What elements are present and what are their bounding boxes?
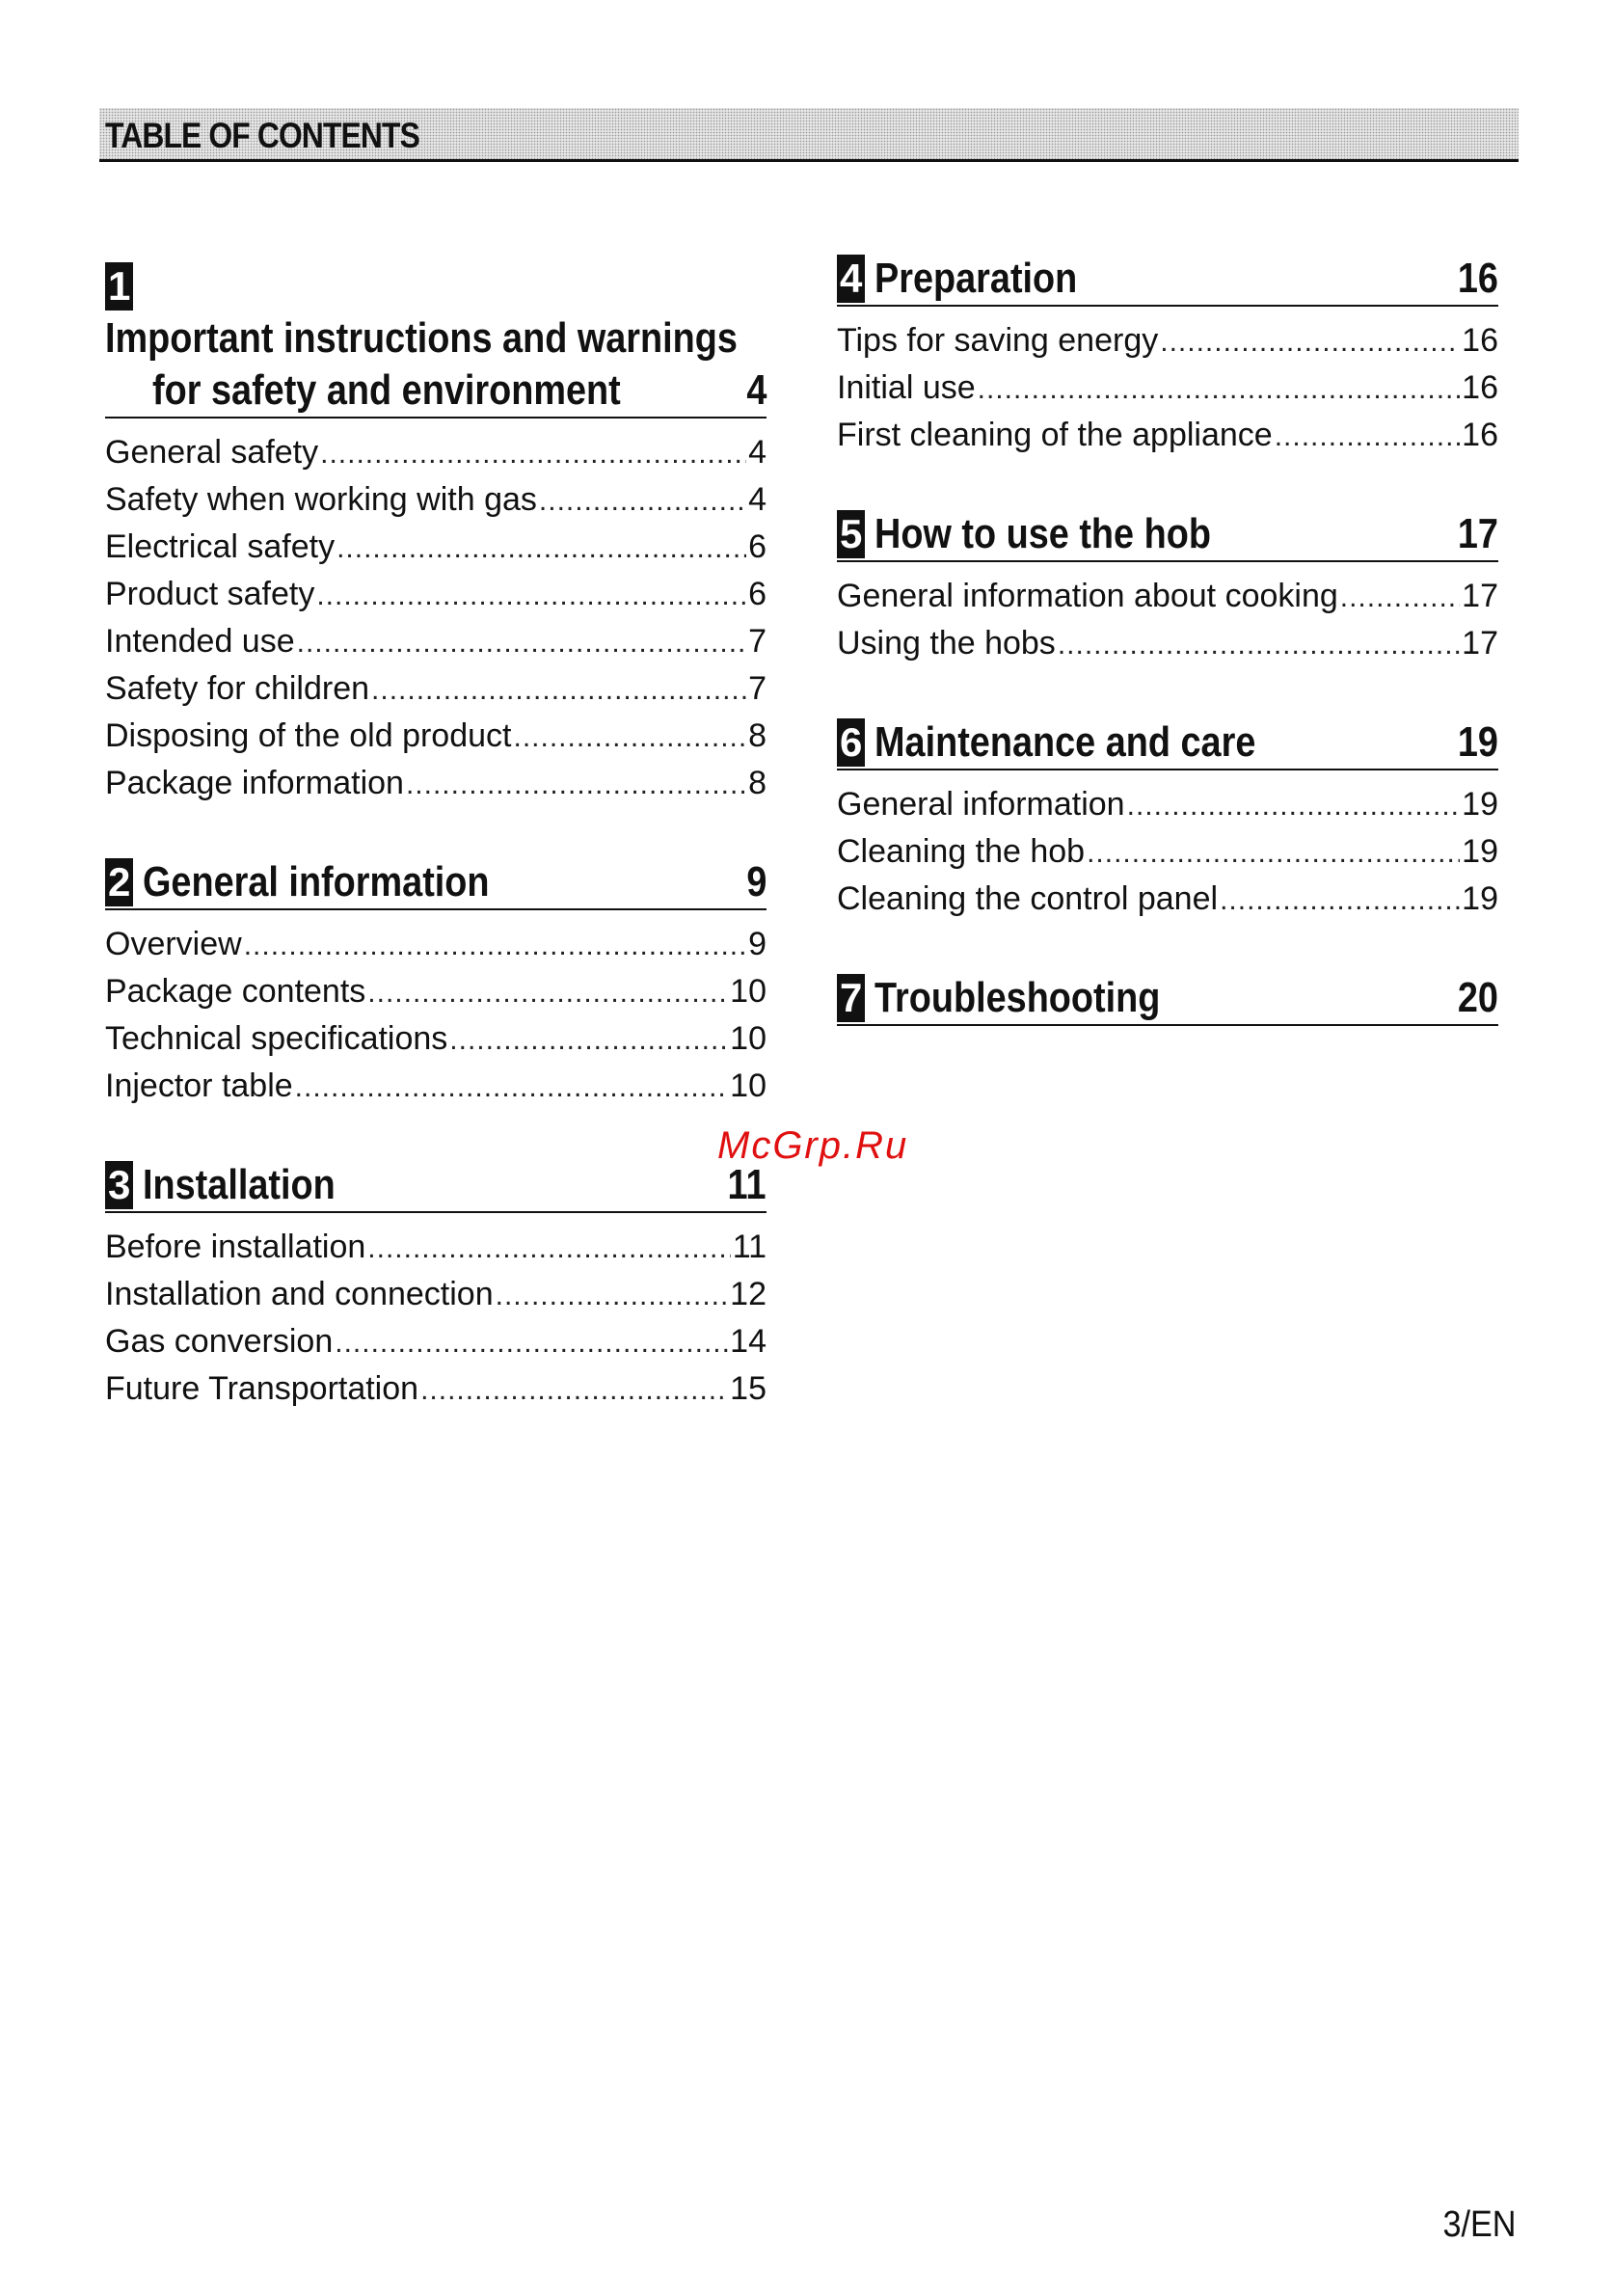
dot-leader [295,1071,729,1104]
entry-label: Installation and connection [105,1276,494,1312]
entry-label: Safety when working with gas [105,481,537,518]
section-heading[interactable] [837,508,1498,562]
section-page: 19 [1457,718,1498,766]
dot-leader [449,1024,728,1057]
toc-entry[interactable] [105,576,767,623]
toc-entry[interactable] [837,417,1498,464]
entry-page: 7 [748,670,767,707]
section-title: General information [143,858,490,905]
entry-page: 19 [1462,880,1498,917]
entry-label: First cleaning of the appliance [837,417,1273,453]
toc-entry[interactable] [105,973,767,1020]
entry-page: 15 [730,1370,767,1407]
section-page: 16 [1457,255,1498,302]
toc-entry[interactable] [105,481,767,528]
entry-label: Cleaning the hob [837,833,1086,870]
section-entries [105,434,767,812]
dot-leader [406,769,746,801]
section-entries [105,926,767,1115]
section-number-badge: 3 [105,1161,133,1209]
entry-page: 7 [748,623,767,660]
dot-leader [1275,420,1460,453]
entry-page: 10 [730,973,767,1010]
section-title: Troubleshooting [874,974,1161,1021]
toc-entry[interactable] [837,369,1498,417]
entry-page: 4 [748,434,767,471]
entry-label: Using the hobs [837,625,1056,662]
toc-entry[interactable] [105,1276,767,1323]
entry-page: 10 [730,1020,767,1057]
entry-label: Intended use [105,623,295,660]
section-number-badge: 7 [837,974,865,1022]
toc-header-band [99,108,1519,162]
entry-label: Product safety [105,576,315,612]
toc-entry[interactable] [105,1370,767,1418]
watermark: McGrp.Ru [717,1124,909,1167]
toc-section-4 [837,253,1498,464]
entry-page: 11 [732,1229,767,1265]
toc-entry[interactable] [105,434,767,481]
section-heading[interactable] [105,856,767,910]
toc-entry[interactable] [837,625,1498,672]
toc-entry[interactable] [837,833,1498,880]
entry-page: 17 [1462,625,1498,662]
entry-label: General information about cooking [837,578,1338,614]
dot-leader [1087,837,1460,870]
section-number-badge: 2 [105,858,133,906]
footer-page-number: 3/EN [1441,2204,1516,2245]
entry-page: 4 [748,481,767,518]
entry-page: 16 [1462,417,1498,453]
toc-section-1 [105,260,767,812]
toc-entry[interactable] [105,670,767,717]
toc-entry[interactable] [837,786,1498,833]
section-page: 20 [1457,974,1498,1021]
dot-leader [420,1374,728,1407]
toc-section-6 [837,716,1498,928]
section-page: 17 [1457,510,1498,557]
section-number-badge: 4 [837,255,865,303]
section-page: 9 [745,858,767,905]
dot-leader [320,438,746,471]
section-number-badge: 5 [837,510,865,558]
toc-entry[interactable] [105,1229,767,1276]
entry-page: 19 [1462,786,1498,823]
entry-label: Package contents [105,973,366,1010]
section-heading[interactable] [837,716,1498,770]
entry-label: Cleaning the control panel [837,880,1219,917]
entry-label: Gas conversion [105,1323,334,1360]
dot-leader [496,1280,729,1312]
toc-entry[interactable] [105,623,767,670]
section-number-badge: 1 [105,262,133,311]
toc-section-2 [105,856,767,1115]
section-title: How to use the hob [874,510,1212,557]
section-heading[interactable] [837,253,1498,307]
entry-label: Disposing of the old product [105,717,512,754]
dot-leader [371,674,746,707]
dot-leader [1340,581,1460,614]
dot-leader [1127,790,1461,823]
toc-section-5 [837,508,1498,672]
entry-label: Tips for saving energy [837,322,1159,359]
entry-page: 14 [730,1323,767,1360]
toc-entry[interactable] [105,1323,767,1370]
toc-entry[interactable] [837,880,1498,928]
dot-leader [297,627,746,660]
entry-page: 6 [748,576,767,612]
entry-label: Before installation [105,1229,366,1265]
section-heading[interactable] [837,972,1498,1026]
dot-leader [1058,629,1460,662]
entry-label: Injector table [105,1067,293,1104]
entry-page: 19 [1462,833,1498,870]
toc-section-7 [837,972,1498,1026]
toc-entry[interactable] [837,578,1498,625]
entry-label: Overview [105,926,242,962]
entry-label: Electrical safety [105,528,336,565]
section-heading[interactable] [105,260,767,419]
section-title-continued: for safety and environment [152,366,621,414]
entry-page: 9 [748,926,767,962]
dot-leader [539,485,746,518]
dot-leader [316,580,746,612]
toc-entry[interactable] [837,322,1498,369]
entry-page: 8 [748,717,767,754]
section-entries [837,578,1498,672]
entry-page: 6 [748,528,767,565]
entry-page: 8 [748,765,767,801]
entry-label: Initial use [837,369,976,406]
section-title: Maintenance and care [874,718,1256,766]
entry-label: Safety for children [105,670,370,707]
section-heading[interactable] [105,1159,767,1213]
toc-entry[interactable] [105,717,767,765]
section-page: 4 [745,366,767,414]
entry-page: 12 [730,1276,767,1312]
toc-left-column [105,260,767,1462]
section-entries [105,1229,767,1418]
dot-leader [367,1232,730,1265]
entry-page: 17 [1462,578,1498,614]
section-title: Preparation [874,255,1078,302]
toc-header-title: TABLE OF CONTENTS [105,116,419,155]
section-entries [837,786,1498,928]
entry-page: 10 [730,1067,767,1104]
dot-leader [1160,326,1460,359]
section-number-badge: 6 [837,718,865,767]
dot-leader [978,373,1461,406]
entry-label: Technical specifications [105,1020,448,1057]
dot-leader [244,930,746,962]
section-title: Important instructions and warnings [105,314,738,362]
toc-right-column [837,253,1498,1070]
toc-entry[interactable] [105,1020,767,1067]
section-page: 11 [727,1161,767,1208]
entry-label: General information [837,786,1125,823]
dot-leader [367,977,728,1010]
dot-leader [513,721,746,754]
section-entries [837,322,1498,464]
entry-label: Package information [105,765,404,801]
entry-label: Future Transportation [105,1370,419,1407]
dot-leader [1220,884,1460,917]
toc-entry[interactable] [105,528,767,576]
toc-entry[interactable] [105,765,767,812]
toc-section-3 [105,1159,767,1418]
toc-entry[interactable] [105,926,767,973]
toc-entry[interactable] [105,1067,767,1115]
entry-page: 16 [1462,322,1498,359]
section-title: Installation [143,1161,336,1208]
dot-leader [335,1327,728,1360]
dot-leader [336,532,746,565]
entry-label: General safety [105,434,319,471]
entry-page: 16 [1462,369,1498,406]
